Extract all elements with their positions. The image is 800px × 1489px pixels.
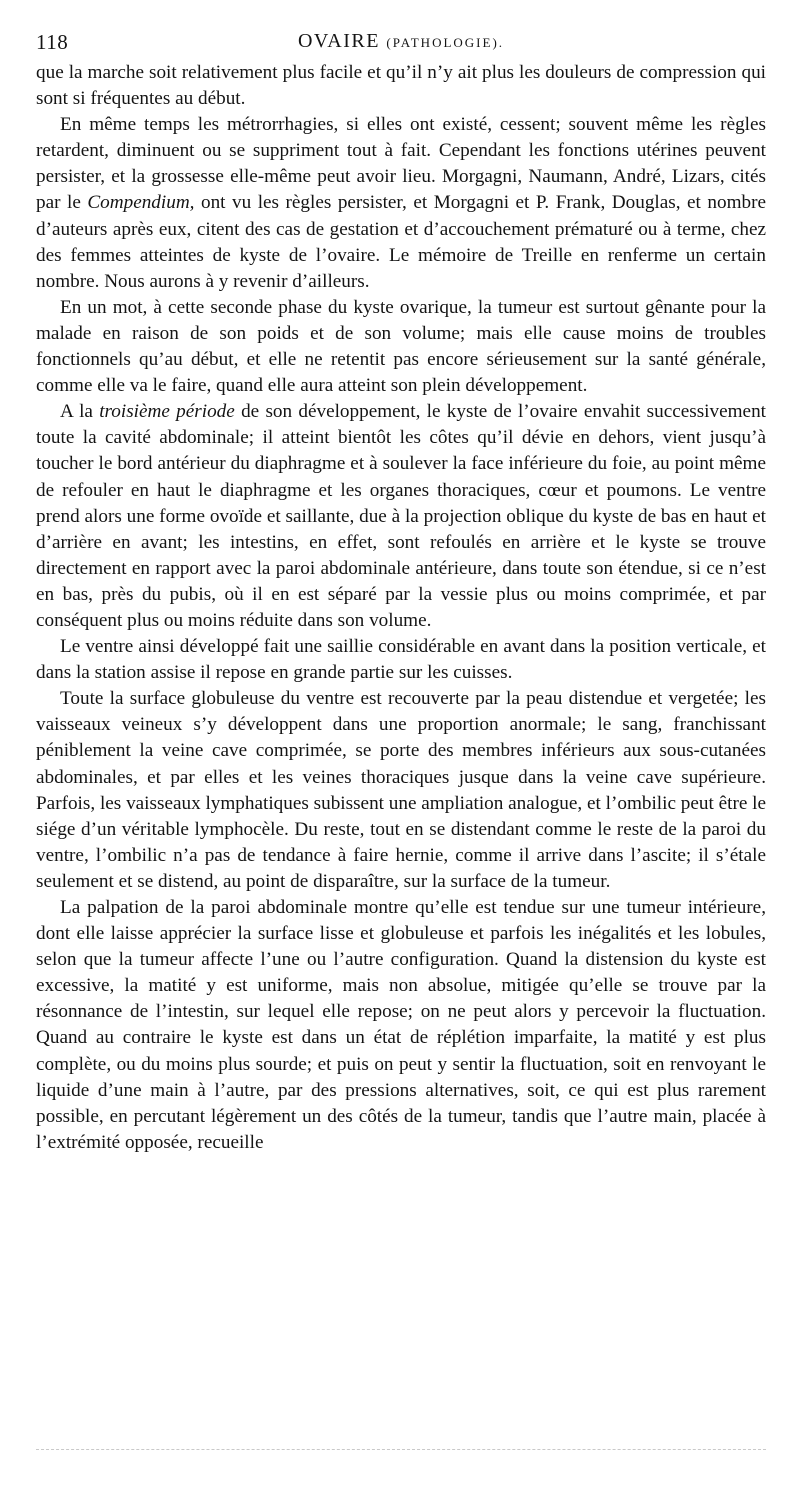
paragraph-text: que la marche soit relativement plus facile et qu’il n’y ait plus les douleurs de compression qui sont si fréquentes au début. — [36, 62, 766, 110]
paragraph-text: Toute la surface globuleuse du ventre est recouverte par la peau distendue et vergetée; les vaisseaux veineux s’y développent dans une proportion anormale; le sang, franchissant péniblement la veine cave comprimée, se porte des membres inférieurs aux sous-cutanées abdominales, et par elles et les veines thoraciques jusque dans la veine cave supérieure. Parfois, les vaisseaux lymphatiques subissent une ampliation analogue, et l’ombilic peut être le siége d’un véritable lymphocèle. Du reste, tout en se distendant comme le reste de la paroi du ventre, l’ombilic n’a pas de tendance à faire hernie, comme il arrive dans l’ascite; il s’étale seulement et se distend, au point de disparaître, sur la surface de la tumeur. — [36, 688, 767, 892]
page-number: 118 — [36, 30, 69, 54]
footer-rule — [36, 1449, 766, 1450]
paragraph-text: de son développement, le kyste de l’ovaire envahit successivement toute la cavité abdominale; il atteint bientôt les côtes qu’il dévie en dehors, vient jusqu’à toucher le bord antérieur du diaphragme et à soulever la face inférieure du foie, au point même de refouler en haut le diaphragme et les organes thoraciques, cœur et poumons. Le ventre prend alors une forme ovoïde et saillante, due à la projection oblique du kyste de bas en haut et d’arrière en avant; les intestins, en effet, sont refoulés en arrière et le kyste se trouve directement en rapport avec la paroi abdominale antérieure, dans toute son étendue, si ce n’est en bas, près du pubis, où il en est séparé par la vessie plus ou moins comprimée, et par conséquent plus ou moins réduite dans son volume. — [36, 401, 766, 631]
paragraph — [36, 634, 766, 686]
paragraph — [36, 686, 766, 895]
running-title-sub: (PATHOLOGIE). — [386, 35, 505, 50]
paragraph-text: Le ventre ainsi développé fait une saillie considérable en avant dans la position verticale, et dans la station assise il repose en grande partie sur les cuisses. — [36, 636, 766, 684]
italic-term: troisième période — [99, 401, 235, 423]
italic-title: Compendium, — [87, 192, 195, 214]
paragraph — [36, 399, 766, 634]
paragraph-text: ont vu les règles persister, et Morgagni et P. Frank, Douglas, et nombre d’auteurs après eux, citent des cas de gestation et d’accouchement prématuré ou à terme, chez des femmes atteintes de kyste de l’ovaire. Le mémoire de Treille en renferme un certain nombre. Nous aurons à y revenir d’ailleurs. — [36, 192, 766, 292]
paragraph — [36, 895, 766, 1156]
paragraph — [36, 60, 766, 112]
paragraph-text: En même temps les métrorrhagies, si elles ont existé, cessent; souvent même les règles retardent, diminuent ou se suppriment tout à fait. Cependant les fonctions utérines peuvent persister, et la grossesse elle-même peut avoir lieu. Morgagni, Naumann, André, Lizars, cités par le — [36, 114, 766, 214]
running-title — [36, 30, 766, 53]
book-page — [36, 26, 766, 1156]
paragraph-text: La palpation de la paroi abdominale montre qu’elle est tendue sur une tumeur intérieure, dont elle laisse apprécier la surface lisse et globuleuse et parfois les inégalités et les lobules, selon que la tumeur affecte l’une ou l’autre configuration. Quand la distension du kyste est excessive, la matité y est uniforme, mais non absolue, mitigée qu’elle se trouve par la résonnance de l’intestin, sur lequel elle repose; on ne peut alors y percevoir la fluctuation. Quand au contraire le kyste est dans un état de réplétion imparfaite, la matité y est plus complète, ou du moins plus sourde; et puis on peut y sentir la fluctuation, soit en renvoyant le liquide d’une main à l’autre, par des pressions alternatives, soit, ce qui est plus rarement possible, en percutant légèrement un des côtés de la tumeur, tandis que l’autre main, placée à l’extrémité opposée, recueille — [36, 897, 766, 1153]
paragraph — [36, 295, 766, 399]
paragraph-text: En un mot, à cette seconde phase du kyste ovarique, la tumeur est surtout gênante pour la malade en raison de son poids et de son volume; mais elle cause moins de troubles fonctionnels qu’au début, et elle ne retentit pas encore sérieusement sur la santé générale, comme elle va le faire, quand elle aura atteint son plein développement. — [36, 296, 766, 397]
paragraph — [36, 112, 766, 295]
paragraph-text: A la — [60, 401, 100, 423]
running-title-main: OVAIRE — [297, 30, 380, 52]
body-text — [36, 60, 766, 1156]
running-header — [36, 26, 766, 60]
